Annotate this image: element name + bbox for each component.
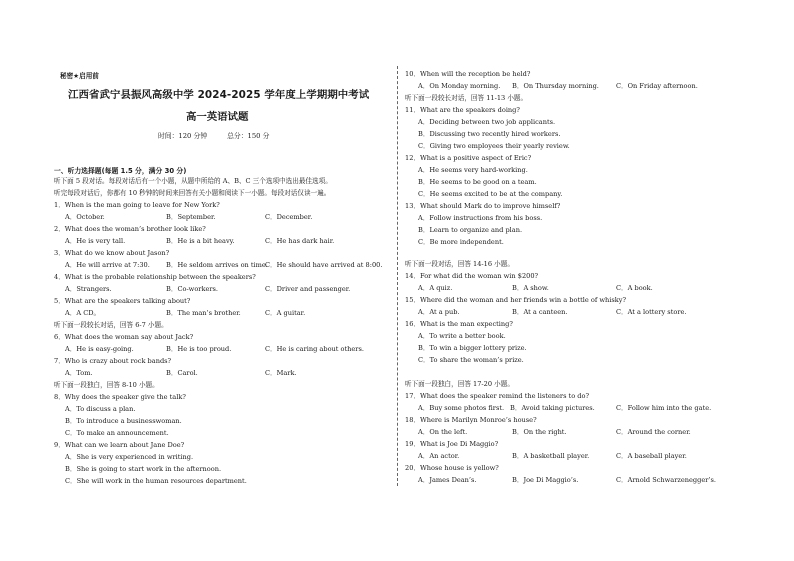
q10-option-b: B．On Thursday morning. xyxy=(512,82,599,90)
instruction-6-7: 听下面一段较长对话，回答 6-7 小题。 xyxy=(54,321,168,329)
question-1: 1．When is the man going to leave for New York? xyxy=(54,201,220,209)
question-5: 5．What are the speakers talking about? xyxy=(54,297,191,305)
q11-option-c: C．Giving two employees their yearly review. xyxy=(418,142,570,150)
question-9: 9．What can we learn about Jane Doe? xyxy=(54,441,185,449)
q17-option-c: C．Follow him into the gate. xyxy=(616,404,712,412)
exam-score: 总分：150 分 xyxy=(227,132,270,140)
q9-option-a: A．She is very experienced in writing. xyxy=(65,453,194,461)
q19-option-b: B．A basketball player. xyxy=(512,452,590,460)
question-7: 7．Who is crazy about rock bands? xyxy=(54,357,172,365)
question-4: 4．What is the probable relationship between the speakers? xyxy=(54,273,256,281)
question-3: 3．What do we know about Jason? xyxy=(54,249,170,257)
question-6: 6．What does the woman say about Jack? xyxy=(54,333,194,341)
question-17: 17．What does the speaker remind the listeners to do? xyxy=(405,392,589,400)
q6-option-a: A．He is easy-going. xyxy=(65,345,134,353)
q11-option-a: A．Deciding between two job applicants. xyxy=(418,118,556,126)
q2-option-c: C．He has dark hair. xyxy=(265,237,335,245)
question-19: 19．What is Joe Di Maggio? xyxy=(405,440,499,448)
q8-option-a: A．To discuss a plan. xyxy=(65,405,136,413)
q16-option-c: C．To share the woman’s prize. xyxy=(418,356,524,364)
q20-option-c: C．Arnold Schwarzenegger’s. xyxy=(616,476,716,484)
q1-option-b: B．September. xyxy=(166,213,216,221)
q8-option-c: C．To make an announcement. xyxy=(65,429,169,437)
q18-option-b: B．On the right. xyxy=(512,428,567,436)
q3-option-a: A．He will arrive at 7:30. xyxy=(65,261,150,269)
exam-meta xyxy=(158,130,289,140)
q19-option-c: C．A baseball player. xyxy=(616,452,687,460)
q4-option-a: A．Strangers. xyxy=(65,285,112,293)
q6-option-c: C．He is caring about others. xyxy=(265,345,364,353)
q12-option-a: A．He seems very hard-working. xyxy=(418,166,528,174)
instruction-14-16: 听下面一段对话，回答 14-16 小题。 xyxy=(405,260,514,268)
instruction-8-10: 听下面一段独白，回答 8-10 小题。 xyxy=(54,381,159,389)
q9-option-b: B．She is going to start work in the afternoon. xyxy=(65,465,222,473)
q13-option-a: A．Follow instructions from his boss. xyxy=(418,214,543,222)
q14-option-a: A．A quiz. xyxy=(418,284,453,292)
question-2: 2．What does the woman’s brother look like? xyxy=(54,225,206,233)
q14-option-b: B．A show. xyxy=(512,284,549,292)
question-14: 14．For what did the woman win $200? xyxy=(405,272,539,280)
q15-option-c: C．At a lottery store. xyxy=(616,308,687,316)
section-title: 一、听力选择题(每题 1.5 分，满分 30 分) xyxy=(54,167,187,175)
exam-title: 江西省武宁县振风高级中学 2024-2025 学年度上学期期中考试 xyxy=(68,89,370,101)
section-instruction-1: 听下面 5 段对话。每段对话后有一个小题，从题中所给的 A、B、C 三个选项中选出最佳选项。 xyxy=(54,177,332,185)
q17-option-b: B．Avoid taking pictures. xyxy=(510,404,595,412)
q20-option-b: B．Joe Di Maggio’s. xyxy=(512,476,579,484)
q9-option-c: C．She will work in the human resources department. xyxy=(65,477,247,485)
q4-option-b: B．Co-workers. xyxy=(166,285,218,293)
q13-option-b: B．Learn to organize and plan. xyxy=(418,226,523,234)
question-11: 11．What are the speakers doing? xyxy=(405,106,520,114)
q5-option-c: C．A guitar. xyxy=(265,309,306,317)
instruction-11-13: 听下面一段较长对话，回答 11-13 小题。 xyxy=(405,94,528,102)
q14-option-c: C．A book. xyxy=(616,284,653,292)
q7-option-a: A．Tom. xyxy=(65,369,93,377)
q18-option-c: C．Around the corner. xyxy=(616,428,691,436)
q4-option-c: C．Driver and passenger. xyxy=(265,285,351,293)
q5-option-a: A．A CD。 xyxy=(65,309,101,317)
instruction-17-20: 听下面一段独白，回答 17-20 小题。 xyxy=(405,380,514,388)
question-13: 13．What should Mark do to improve himself? xyxy=(405,202,561,210)
q16-option-a: A．To write a better book. xyxy=(418,332,506,340)
q12-option-c: C．He seems excited to be at the company. xyxy=(418,190,563,198)
exam-subtitle: 高一英语试题 xyxy=(186,111,249,123)
question-18: 18．Where is Marilyn Monroe’s house? xyxy=(405,416,537,424)
q10-option-c: C．On Friday afternoon. xyxy=(616,82,698,90)
q3-option-c: C．He should have arrived at 8:00. xyxy=(265,261,383,269)
q2-option-a: A．He is very tall. xyxy=(65,237,126,245)
q18-option-a: A．On the left. xyxy=(418,428,468,436)
q7-option-c: C．Mark. xyxy=(265,369,297,377)
q19-option-a: A．An actor. xyxy=(418,452,460,460)
q2-option-b: B．He is a bit heavy. xyxy=(166,237,235,245)
q11-option-b: B．Discussing two recently hired workers. xyxy=(418,130,561,138)
q1-option-a: A．October. xyxy=(65,213,105,221)
q1-option-c: C．December. xyxy=(265,213,313,221)
q10-option-a: A．On Monday morning. xyxy=(418,82,501,90)
question-10: 10．When will the reception be held? xyxy=(405,70,531,78)
q15-option-b: B．At a canteen. xyxy=(512,308,568,316)
exam-time: 时间：120 分钟 xyxy=(158,132,208,140)
q3-option-b: B．He seldom arrives on time. xyxy=(166,261,268,269)
question-12: 12．What is a positive aspect of Eric? xyxy=(405,154,532,162)
q17-option-a: A．Buy some photos first. xyxy=(418,404,505,412)
q12-option-b: B．He seems to be good on a team. xyxy=(418,178,537,186)
question-8: 8．Why does the speaker give the talk? xyxy=(54,393,186,401)
q20-option-a: A．James Dean’s. xyxy=(418,476,477,484)
q13-option-c: C．Be more independent. xyxy=(418,238,504,246)
question-20: 20．Whose house is yellow? xyxy=(405,464,499,472)
section-instruction-2: 听完每段对话后，你都有 10 秒钟的时间来回答有关小题和阅读下一小题。每段对话仅读一遍。 xyxy=(54,189,331,197)
q15-option-a: A．At a pub. xyxy=(418,308,460,316)
q7-option-b: B．Carol. xyxy=(166,369,198,377)
question-16: 16．What is the man expecting? xyxy=(405,320,513,328)
column-divider xyxy=(397,66,398,486)
q16-option-b: B．To win a bigger lottery prize. xyxy=(418,344,527,352)
q8-option-b: B．To introduce a businesswoman. xyxy=(65,417,182,425)
q5-option-b: B．The man’s brother. xyxy=(166,309,241,317)
secret-label: 秘密★启用前 xyxy=(60,72,99,80)
question-15: 15．Where did the woman and her friends win a bottle of whisky? xyxy=(405,296,627,304)
q6-option-b: B．He is too proud. xyxy=(166,345,232,353)
